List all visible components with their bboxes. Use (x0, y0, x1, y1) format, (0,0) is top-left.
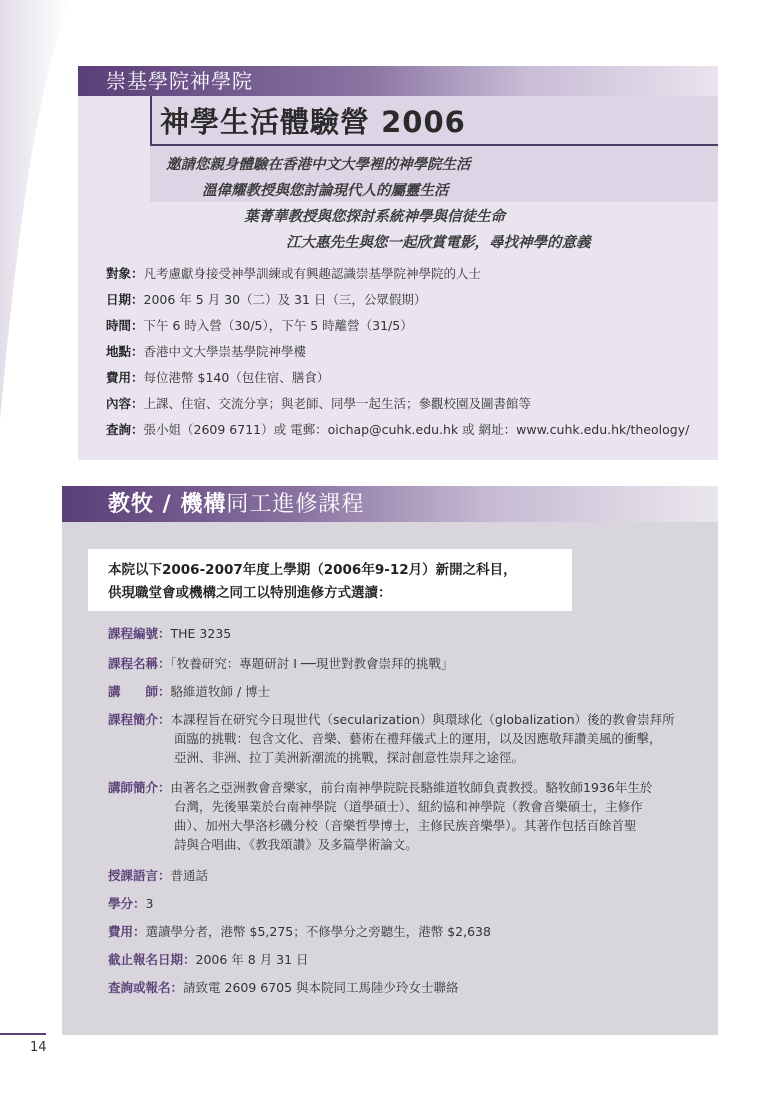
language: 授課語言：普通話 (108, 868, 209, 883)
course-code: 課程編號：THE 3235 (108, 626, 232, 641)
section-title: 教牧 / 機構同工進修課程 (108, 492, 365, 517)
tagline: 江大惠先生與您一起欣賞電影，尋找神學的意義 (286, 235, 591, 251)
deadline: 截止報名日期：2006 年 8 月 31 日 (108, 952, 309, 967)
course-summary-line: 面臨的挑戰：包含文化、音樂、藝術在禮拜儀式上的運用，以及因應敬拜讚美風的衝擊， (174, 731, 662, 746)
page-number: 14 (30, 1040, 47, 1055)
info-date: 日期：2006 年 5 月 30（二）及 31 日（三，公眾假期） (106, 292, 427, 307)
course-summary: 課程簡介：本課程旨在研究今日現世代（secularization）與環球化（globalization）後的教會崇拜所 (108, 712, 675, 727)
lecturer-bio: 講師簡介：由著名之亞洲教會音樂家，前台南神學院院長駱維道牧師負責教授。駱牧師1936年生於 (108, 780, 653, 795)
info-target: 對象：凡考慮獻身接受神學訓練或有興趣認識崇基學院神學院的人士 (106, 266, 482, 281)
title-divider-vertical (150, 96, 152, 146)
lecturer-bio-line: 詩與合唱曲、《教我頌讚》及多篇學術論文。 (174, 837, 418, 852)
enquiry-registration: 查詢或報名：請致電 2609 6705 與本院同工馬陸少玲女士聯絡 (108, 980, 459, 995)
intro-line: 本院以下2006-2007年度上學期（2006年9-12月）新開之科目， (108, 562, 517, 578)
footer-rule (0, 1033, 46, 1035)
info-venue: 地點：香港中文大學崇基學院神學樓 (106, 344, 307, 359)
lecturer-bio-line: 曲）、加州大學洛杉磯分校（音樂哲學博士，主修民族音樂學）。其著作包括百餘首聖 (174, 818, 637, 833)
course-fee: 費用：選讀學分者，港幣 $5,275；不修學分之旁聽生，港幣 $2,638 (108, 924, 491, 939)
info-time: 時間：下午 6 時入營（30/5），下午 5 時離營（31/5） (106, 318, 413, 333)
page-title: 神學生活體驗營 2006 (160, 105, 466, 139)
title-divider (150, 144, 718, 146)
info-content: 內容：上課、住宿、交流分享；與老師、同學一起生活；參觀校園及圖書館等 (106, 396, 532, 411)
info-enquiry: 查詢：張小姐（2609 6711）或 電郵：oichap@cuhk.edu.hk 或 網址：www.cuhk.edu.hk/theology/ (106, 422, 690, 437)
tagline: 溫偉耀教授與您討論現代人的屬靈生活 (202, 183, 449, 199)
camp-panel (78, 66, 718, 460)
credits: 學分：3 (108, 896, 154, 911)
lecturer-bio-line: 台灣，先後畢業於台南神學院（道學碩士）、紐約協和神學院（教會音樂碩士，主修作 (174, 799, 643, 814)
intro-line: 供現職堂會或機構之同工以特別進修方式選讀： (108, 585, 392, 601)
course-summary-line: 亞洲、非洲、拉丁美洲新潮流的挑戰，探討創意性崇拜之途徑。 (174, 750, 525, 765)
tagline: 邀請您親身體驗在香港中文大學裡的神學院生活 (166, 157, 471, 173)
lecturer: 講 師：駱維道牧師 / 博士 (108, 684, 271, 699)
org-name: 崇基學院神學院 (106, 69, 253, 93)
course-name: 課程名稱：「牧養研究：專題研討 I ──現世對教會崇拜的挑戰」 (108, 656, 454, 671)
tagline: 葉菁華教授與您探討系統神學與信徒生命 (244, 209, 505, 225)
info-fee: 費用：每位港幣 $140（包住宿、膳食） (106, 370, 330, 385)
